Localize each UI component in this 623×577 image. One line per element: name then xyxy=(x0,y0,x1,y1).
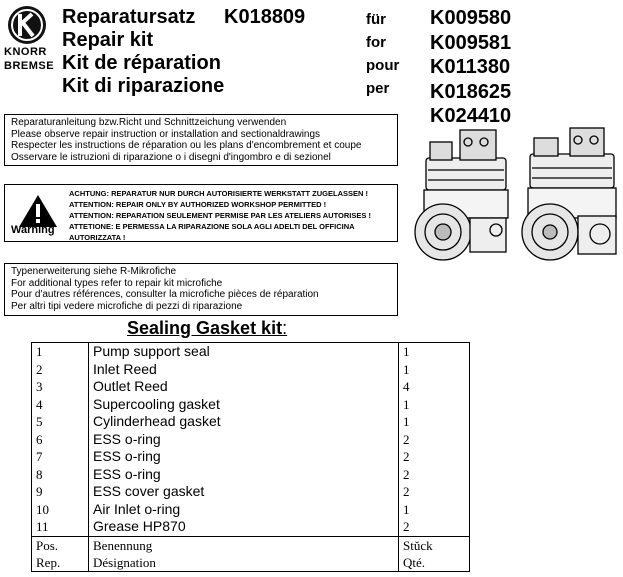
types-line: Pour d'autres références, consulter la microfiche pièces de réparation xyxy=(11,289,319,300)
knorr-bremse-logo xyxy=(4,4,54,74)
types-line: Per altri tipi vedere microfiche di pezzi di riparazione xyxy=(11,300,243,312)
instruction-line: Please observe repair instruction or installation and sectionaldrawings xyxy=(11,128,321,140)
part-name: Pump support seal xyxy=(89,343,399,361)
parts-table xyxy=(31,342,470,572)
part-pos: 1 xyxy=(32,343,89,361)
part-qty: 1 xyxy=(399,343,470,361)
footer-qty xyxy=(399,536,470,571)
part-name: Grease HP870 xyxy=(89,518,399,536)
part-qty: 2 xyxy=(399,431,470,449)
for-fr: pour xyxy=(366,57,400,74)
instruction-line: Reparaturanleitung bzw.Richt und Schnittzeichung verwenden xyxy=(11,117,287,128)
table-row xyxy=(32,378,470,396)
table-row xyxy=(32,448,470,466)
part-pos: 8 xyxy=(32,466,89,484)
warning-line: AUTORIZZATA ! xyxy=(69,233,126,242)
warning-line: ATTENTION: REPAIR ONLY BY AUTHORIZED WORKSHOP PERMITTED ! xyxy=(69,200,327,209)
code-2: K009581 xyxy=(430,31,512,54)
table-row xyxy=(32,396,470,414)
table-row xyxy=(32,413,470,431)
part-pos: 2 xyxy=(32,361,89,379)
for-en: for xyxy=(366,34,386,51)
part-name: ESS o-ring xyxy=(89,448,399,466)
applicable-codes xyxy=(430,6,511,129)
parts-table-body xyxy=(32,343,470,537)
part-qty: 2 xyxy=(399,518,470,536)
footer-pos-de: Pos. xyxy=(36,537,59,553)
footer-pos-fr: Rep. xyxy=(36,554,61,570)
footer-qty-de: Stǔck xyxy=(403,537,433,553)
part-name: Cylinderhead gasket xyxy=(89,413,399,431)
for-it: per xyxy=(366,80,390,97)
footer-name-fr: Désignation xyxy=(93,554,156,570)
table-row xyxy=(32,483,470,501)
warning-text xyxy=(69,188,371,243)
types-line: Typenerweiterung siehe R-Mikrofiche xyxy=(11,266,177,277)
kit-heading-colon: : xyxy=(282,318,288,338)
part-name: Supercooling gasket xyxy=(89,396,399,414)
part-qty: 2 xyxy=(399,448,470,466)
for-de: für xyxy=(366,11,386,28)
part-name: ESS o-ring xyxy=(89,466,399,484)
types-note-box xyxy=(4,263,398,316)
title-fr: Kit de réparation xyxy=(62,52,221,74)
code-1: K009580 xyxy=(430,7,512,29)
kit-title-group xyxy=(62,6,224,98)
warning-line: ATTENTION: REPARATION SEULEMENT PERMISE PAR LES ATELIERS AUTORISES ! xyxy=(69,211,371,220)
table-row xyxy=(32,361,470,379)
part-name: Outlet Reed xyxy=(89,378,399,396)
warning-label: Warning xyxy=(11,224,55,236)
part-qty: 1 xyxy=(399,396,470,414)
warning-box xyxy=(4,184,398,242)
table-row xyxy=(32,501,470,519)
table-row xyxy=(32,343,470,361)
part-name: Inlet Reed xyxy=(89,361,399,379)
part-name: ESS cover gasket xyxy=(89,483,399,501)
code-5: K024410 xyxy=(430,105,512,127)
compressor-image-1 xyxy=(408,120,516,270)
kit-code: K018809 xyxy=(224,6,306,28)
for-words xyxy=(366,8,399,100)
types-line: For additional types refer to repair kit microfiche xyxy=(11,277,223,289)
warning-line: ACHTUNG: REPARATUR NUR DURCH AUTORISIERTE WERKSTATT ZUGELASSEN ! xyxy=(69,189,369,198)
part-pos: 5 xyxy=(32,413,89,431)
title-en: Repair kit xyxy=(62,29,154,51)
logo-text-knorr: KNORR xyxy=(4,46,47,58)
part-name: Air Inlet o-ring xyxy=(89,501,399,519)
table-row xyxy=(32,431,470,449)
footer-name xyxy=(89,536,399,571)
instruction-line: Osservare le istruzioni di riparazione o i disegni d'ingombro e di sezionel xyxy=(11,151,331,163)
instructions-box xyxy=(4,114,398,166)
code-4: K018625 xyxy=(430,80,512,103)
title-de: Reparatursatz xyxy=(62,6,196,28)
part-pos: 11 xyxy=(32,518,89,536)
table-row xyxy=(32,518,470,536)
kit-heading-text: Sealing Gasket kit xyxy=(127,318,283,338)
logo-text-bremse: BREMSE xyxy=(4,60,55,72)
part-pos: 7 xyxy=(32,448,89,466)
part-name: ESS o-ring xyxy=(89,431,399,449)
compressor-image-2 xyxy=(516,120,622,270)
footer-qty-fr: Qté. xyxy=(403,554,426,570)
title-it: Kit di riparazione xyxy=(62,75,225,97)
part-qty: 1 xyxy=(399,413,470,431)
instruction-line: Respecter les instructions de réparation ou les plans d'encombrement et coupe xyxy=(11,140,362,151)
part-pos: 3 xyxy=(32,378,89,396)
footer-pos xyxy=(32,536,89,571)
part-qty: 2 xyxy=(399,466,470,484)
part-qty: 1 xyxy=(399,361,470,379)
code-3: K011380 xyxy=(430,56,511,78)
table-row xyxy=(32,466,470,484)
footer-name-de: Benennung xyxy=(93,537,153,553)
warning-line: ATTETIONE: E PERMESSA LA RIPARAZIONE SOLA AGLI ADELTI DEL OFFICINA xyxy=(69,222,355,231)
knorr-k-icon xyxy=(8,6,46,44)
kit-heading xyxy=(127,318,287,339)
part-qty: 4 xyxy=(399,378,470,396)
part-pos: 4 xyxy=(32,396,89,414)
part-qty: 1 xyxy=(399,501,470,519)
part-pos: 10 xyxy=(32,501,89,519)
part-pos: 9 xyxy=(32,483,89,501)
part-pos: 6 xyxy=(32,431,89,449)
part-qty: 2 xyxy=(399,483,470,501)
table-footer-row xyxy=(32,536,470,571)
